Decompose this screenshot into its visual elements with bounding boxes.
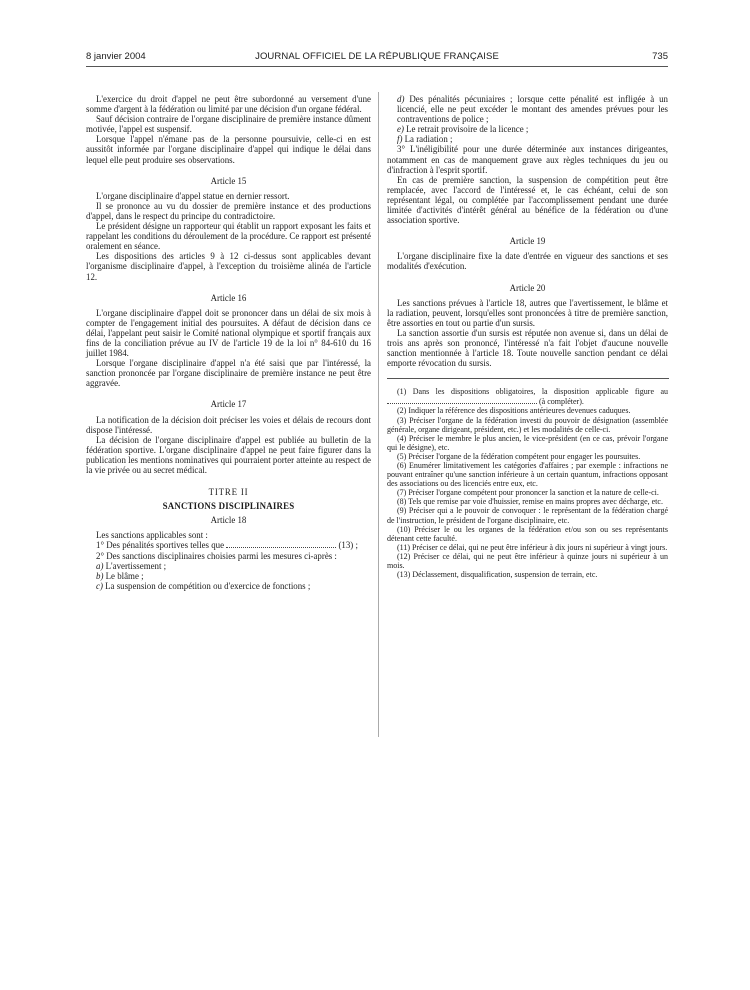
- paragraph: L'organe disciplinaire d'appel doit se prononcer dans un délai de six mois à compter de l'engagement initial des poursuites. A défaut de décision dans ce délai, l'appelant peut saisir le Comité national olympique et sportif français aux fins de la conciliation prévue au IV de l'article 19 de la loi n° 84-610 du 16 juillet 1984.: [86, 307, 371, 359]
- footnote: (2) Indiquer la référence des dispositions antérieures devenues caduques.: [397, 406, 631, 416]
- paragraph: L'organe disciplinaire d'appel statue en dernier ressort.: [96, 190, 290, 201]
- fill-in-blank: [387, 396, 537, 404]
- page-header: [86, 51, 668, 65]
- list-item: [387, 134, 668, 144]
- paragraph: Le président désigne un rapporteur qui établit un rapport exposant les faits et rappelant les conditions du déroulement de la procédure. Ce rapport est présenté oralement en séance.: [86, 221, 371, 252]
- footnote: (13) Déclassement, disqualification, suspension de terrain, etc.: [397, 570, 598, 580]
- title-subheading: SANCTIONS DISCIPLINAIRES: [162, 501, 295, 512]
- header-page-number: 735: [652, 51, 668, 62]
- list-label: a): [96, 560, 104, 571]
- list-text: Le blâme ;: [105, 570, 144, 581]
- list-text: L'avertissement ;: [105, 560, 167, 571]
- footnote: (9) Préciser qui a le pouvoir de convoquer : le représentant de la fédération chargé de l'instruction, le président de l'organe disciplinaire, etc.: [387, 506, 668, 525]
- paragraph: Il se prononce au vu du dossier de première instance et des productions d'appel, dans le respect du principe du contradictoire.: [86, 200, 371, 221]
- article-19-heading: Article 19: [509, 236, 546, 247]
- article-20-heading: Article 20: [509, 282, 546, 293]
- paragraph-text: (13) ;: [338, 540, 358, 551]
- column-divider: [378, 92, 379, 737]
- list-text: La radiation ;: [404, 134, 453, 145]
- paragraph: Sauf décision contraire de l'organe disciplinaire de première instance dûment motivée, l'appel est suspensif.: [86, 114, 371, 135]
- footnote: [387, 387, 668, 406]
- footnote: (8) Tels que remise par voie d'huissier, remise en mains propres avec décharge, etc.: [397, 497, 663, 507]
- header-rule: [86, 66, 668, 67]
- list-label: f): [397, 134, 403, 145]
- paragraph: La notification de la décision doit préciser les voies et délais de recours dont dispose l'intéressé.: [86, 414, 371, 435]
- header-date: 8 janvier 2004: [86, 51, 146, 62]
- right-column: [387, 94, 668, 579]
- article-17-heading: Article 17: [210, 399, 247, 410]
- footnote: (6) Enumérer limitativement les catégories d'affaires ; par exemple : infractions ne pouvant entraîner qu'une sanction inférieure à un certain quantum, infractions opposant des associations ou des licenciés entre eux, etc.: [387, 461, 668, 489]
- paragraph: Les dispositions des articles 9 à 12 ci-dessus sont applicables devant l'organisme disciplinaire d'appel, à l'exception du troisième alinéa de l'article 12.: [86, 251, 371, 282]
- list-item: [86, 581, 371, 591]
- footnote-rule: [387, 378, 669, 379]
- paragraph: La décision de l'organe disciplinaire d'appel est publiée au bulletin de la fédération sportive. L'organe disciplinaire d'appel ne peut faire figurer dans la publication les mentions nominatives qui pourraient porter atteinte au respect de la vie privée ou au secret médical.: [86, 434, 371, 475]
- list-label: e): [397, 124, 404, 135]
- paragraph: Lorsque l'appel n'émane pas de la personne poursuivie, celle-ci en est aussitôt informée par l'organe disciplinaire d'appel qui indique le délai dans lequel elle peut produire ses observations.: [86, 134, 371, 165]
- paragraph: [86, 540, 371, 550]
- article-16-heading: Article 16: [210, 292, 247, 303]
- footnote: (3) Préciser l'organe de la fédération investi du pouvoir de désignation (assemblée générale, organe dirigeant, président, etc.) et les modalités de celle-ci.: [387, 415, 668, 434]
- left-column: [86, 94, 371, 591]
- footnote: (11) Préciser ce délai, qui ne peut être inférieur à dix jours ni supérieur à vingt jours.: [397, 542, 668, 552]
- list-label: d): [397, 94, 405, 104]
- list-text: Le retrait provisoire de la licence ;: [406, 124, 529, 135]
- article-18-heading: Article 18: [210, 515, 247, 526]
- list-item: [86, 571, 371, 581]
- paragraph-text: 1° Des pénalités sportives telles que: [96, 540, 225, 551]
- footnote: (7) Préciser l'organe compétent pour prononcer la sanction et la nature de celle-ci.: [397, 488, 659, 498]
- paragraph: La sanction assortie d'un sursis est réputée non avenue si, dans un délai de trois ans après son prononcé, l'intéressé n'a fait l'objet d'aucune nouvelle sanction mentionnée à l'article 18. Toute nouvelle sanction pendant ce délai emporte révocation du sursis.: [387, 327, 668, 369]
- paragraph: En cas de première sanction, la suspension de compétition peut être remplacée, avec l'accord de l'intéressé et, le cas échéant, celui de son représentant légal, ou complétée par l'accomplissement pendant une durée limitée d'activités d'intérêt général au bénéfice de la fédération ou d'une association sportive.: [387, 174, 668, 226]
- header-journal-title: JOURNAL OFFICIEL DE LA RÉPUBLIQUE FRANÇAISE: [255, 51, 499, 62]
- paragraph: Les sanctions applicables sont :: [96, 530, 208, 541]
- footnote: (4) Préciser le membre le plus ancien, le vice-président (en ce cas, prévoir l'organe qui le désigne), etc.: [387, 433, 668, 452]
- paragraph: L'organe disciplinaire fixe la date d'entrée en vigueur des sanctions et ses modalités d'exécution.: [387, 251, 668, 272]
- footnote: (5) Préciser l'organe de la fédération compétent pour engager les poursuites.: [397, 451, 641, 461]
- title-heading: TITRE II: [208, 487, 249, 498]
- paragraph: 3° L'inéligibilité pour une durée déterminée aux instances dirigeantes, notamment en cas de manquement grave aux règles techniques du jeu ou d'infraction à l'esprit sportif.: [387, 144, 668, 175]
- paragraph: Les sanctions prévues à l'article 18, autres que l'avertissement, le blâme et la radiation, peuvent, lorsqu'elles sont prononcées à titre de première sanction, être assorties en tout ou partie d'un sursis.: [387, 297, 668, 328]
- list-text: La suspension de compétition ou d'exercice de fonctions ;: [105, 580, 311, 591]
- footnote-text: (à compléter).: [539, 397, 584, 407]
- paragraph: 2° Des sanctions disciplinaires choisies parmi les mesures ci-après :: [96, 550, 337, 561]
- paragraph: Lorsque l'organe disciplinaire d'appel n'a été saisi que par l'intéressé, la sanction prononcée par l'organe disciplinaire de première instance ne peut être aggravée.: [86, 358, 371, 389]
- list-label: b): [96, 570, 104, 581]
- list-item: [387, 124, 668, 134]
- footnote-text: (1) Dans les dispositions obligatoires, la disposition applicable figure au: [397, 387, 668, 397]
- article-15-heading: Article 15: [210, 175, 247, 186]
- paragraph: L'exercice du droit d'appel ne peut être subordonné au versement d'une somme d'argent à la fédération ou limité par une décision d'un organe fédéral.: [86, 94, 371, 115]
- footnote: (10) Préciser le ou les organes de la fédération et/ou son ou ses représentants détenant cette faculté.: [387, 524, 668, 543]
- list-item: [387, 94, 668, 124]
- fill-in-blank: [226, 540, 336, 548]
- list-text: Des pénalités pécuniaires ; lorsque cette pénalité est infligée à un licencié, elle ne peut excéder le montant des amendes prévues pour les contraventions de police ;: [397, 94, 668, 125]
- list-item: [86, 561, 371, 571]
- list-label: c): [96, 580, 103, 591]
- footnote: (12) Préciser ce délai, qui ne peut être inférieur à quinze jours ni supérieur à un mois.: [387, 551, 668, 571]
